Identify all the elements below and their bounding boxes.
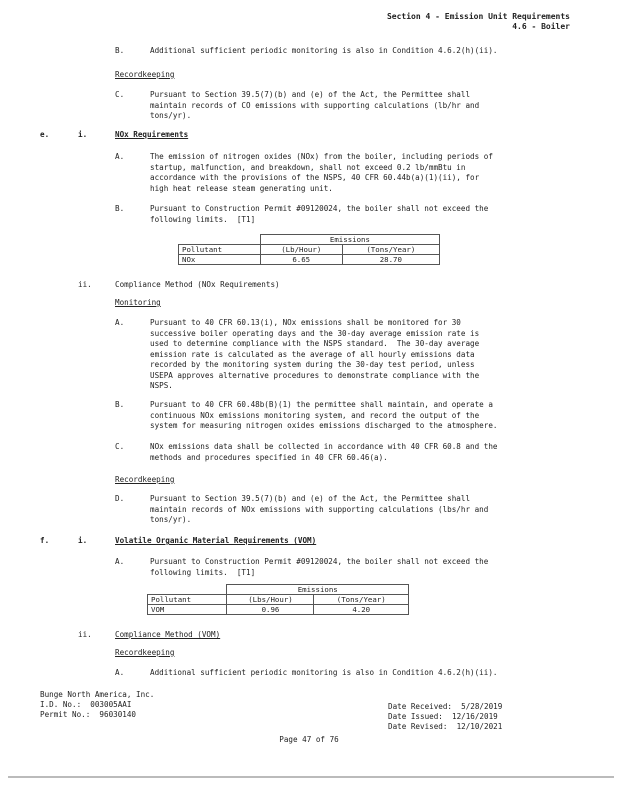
text-line: system for measuring nitrogen oxides emissions discharged to the atmosphere. — [150, 421, 498, 430]
item-letter: C. — [115, 90, 125, 99]
table-header: (Lb/Hour) — [260, 245, 342, 255]
text-line: Pursuant to Construction Permit #09120024, the boiler shall not exceed the — [150, 204, 489, 213]
item-letter: A. — [115, 152, 125, 161]
footer-company: Bunge North America, Inc. — [40, 690, 155, 699]
table-header: Pollutant — [148, 595, 227, 605]
section-roman: i. — [78, 536, 88, 545]
table-cell: 6.65 — [260, 255, 342, 265]
item-letter: C. — [115, 442, 125, 451]
footer-permit-no: Permit No.: 96030140 — [40, 710, 137, 719]
text-line: methods and procedures specified in 40 CFR 60.46(a). — [150, 452, 388, 462]
section-letter: e. — [40, 130, 50, 139]
text-line: Pursuant to 40 CFR 60.13(i), NOx emissions shall be monitored for 30 — [150, 318, 461, 327]
paragraph-nox-cems — [150, 400, 497, 432]
paragraph-vom-permit — [150, 557, 488, 578]
text-line: startup, malfunction, and breakdown, shall not exceed 0.2 lb/mmBtu in — [150, 162, 466, 172]
bottom-divider — [8, 776, 614, 778]
table-cell: NOx — [179, 255, 261, 265]
item-text: Additional sufficient periodic monitoring is also in Condition 4.6.2(h)(ii). — [150, 46, 498, 55]
text-line: recorded by the monitoring system during the 30-day test period, unless — [150, 360, 475, 369]
text-line: maintain records of NOx emissions with supporting calculations (lbs/hr and — [150, 504, 489, 514]
table-cell: VOM — [148, 605, 227, 615]
recordkeeping-heading: Recordkeeping — [115, 475, 175, 484]
paragraph-co-records — [150, 90, 479, 122]
table-header: (Lbs/Hour) — [227, 595, 314, 605]
section-letter: f. — [40, 536, 50, 545]
table-header: (Tons/Year) — [342, 245, 439, 255]
text-line: Pursuant to Section 39.5(7)(b) and (e) of the Act, the Permittee shall — [150, 90, 471, 99]
item-text: Additional sufficient periodic monitoring is also in Condition 4.6.2(h)(ii). — [150, 668, 498, 677]
footer-date-revised: Date Revised: 12/10/2021 — [388, 722, 503, 731]
section-title-vom: Volatile Organic Material Requirements (VOM) — [115, 536, 317, 545]
item-letter: D. — [115, 494, 125, 503]
table-cell: 0.96 — [227, 605, 314, 615]
text-line: maintain records of CO emissions with supporting calculations (lb/hr and — [150, 100, 480, 110]
item-letter: A. — [115, 557, 125, 566]
header-section: Section 4 - Emission Unit Requirements — [386, 12, 570, 21]
text-line: NOx emissions data shall be collected in accordance with 40 CFR 60.8 and the — [150, 442, 498, 451]
compliance-heading-nox: Compliance Method (NOx Requirements) — [115, 280, 280, 289]
item-letter: B. — [115, 46, 125, 55]
monitoring-heading: Monitoring — [115, 298, 161, 307]
section-roman: i. — [78, 130, 88, 139]
text-line: successive boiler operating days and the 30-day average emission rate is — [150, 328, 480, 338]
paragraph-nox-records — [150, 494, 488, 526]
page-header — [387, 12, 570, 32]
subsection-roman: ii. — [78, 280, 92, 289]
text-line: Pursuant to Section 39.5(7)(b) and (e) of the Act, the Permittee shall — [150, 494, 471, 503]
table-cell: 4.20 — [314, 605, 409, 615]
item-letter: B. — [115, 204, 125, 213]
table-header: (Tons/Year) — [314, 595, 409, 605]
item-letter: B. — [115, 400, 125, 409]
item-letter: A. — [115, 668, 125, 677]
footer-date-issued: Date Issued: 12/16/2019 — [388, 712, 498, 721]
text-line: tons/yr). — [150, 515, 192, 524]
recordkeeping-heading: Recordkeeping — [115, 70, 175, 79]
paragraph-nox-monitoring — [150, 318, 479, 392]
text-line: Pursuant to Construction Permit #09120024, the boiler shall not exceed the — [150, 557, 489, 566]
header-unit: 4.6 - Boiler — [512, 22, 570, 31]
subsection-roman: ii. — [78, 630, 92, 639]
section-title-nox: NOx Requirements — [115, 130, 189, 139]
text-line: high heat release steam generating unit. — [150, 183, 333, 193]
text-line: The emission of nitrogen oxides (NOx) from the boiler, including periods of — [150, 152, 493, 161]
paragraph-nox-permit — [150, 204, 488, 225]
table-group-header: Emissions — [227, 585, 409, 595]
text-line: emission rate is calculated as the average of all hourly emissions data — [150, 349, 475, 359]
text-line: accordance with the provisions of the NSPS, 40 CFR 60.44b(a)(1)(ii), for — [150, 173, 480, 182]
footer-date-received: Date Received: 5/28/2019 — [388, 702, 503, 711]
item-letter: A. — [115, 318, 125, 327]
table-cell: 28.70 — [342, 255, 439, 265]
footer-dates — [388, 702, 502, 732]
text-line: NSPS. — [150, 381, 173, 390]
text-line: USEPA approves alternative procedures to demonstrate compliance with the — [150, 370, 480, 380]
recordkeeping-heading: Recordkeeping — [115, 648, 175, 657]
footer-id-no: I.D. No.: 003005AAI — [40, 700, 132, 709]
table-group-header: Emissions — [260, 235, 439, 245]
paragraph-nox-limit — [150, 152, 493, 194]
table-header: Pollutant — [179, 245, 261, 255]
paragraph-nox-data — [150, 442, 497, 463]
text-line: Pursuant to 40 CFR 60.48b(B)(1) the permittee shall maintain, and operate a — [150, 400, 493, 409]
text-line: used to determine compliance with the NSPS standard. The 30-day average — [150, 339, 480, 348]
page-number: Page 47 of 76 — [279, 735, 339, 744]
text-line: tons/yr). — [150, 111, 192, 120]
text-line: following limits. [T1] — [150, 567, 256, 577]
text-line: continuous NOx emissions monitoring system, and record the output of the — [150, 410, 480, 420]
compliance-heading-vom: Compliance Method (VOM) — [115, 630, 221, 639]
vom-emissions-table — [147, 584, 409, 615]
text-line: following limits. [T1] — [150, 214, 256, 224]
nox-emissions-table — [178, 234, 440, 265]
footer-facility — [40, 690, 154, 720]
